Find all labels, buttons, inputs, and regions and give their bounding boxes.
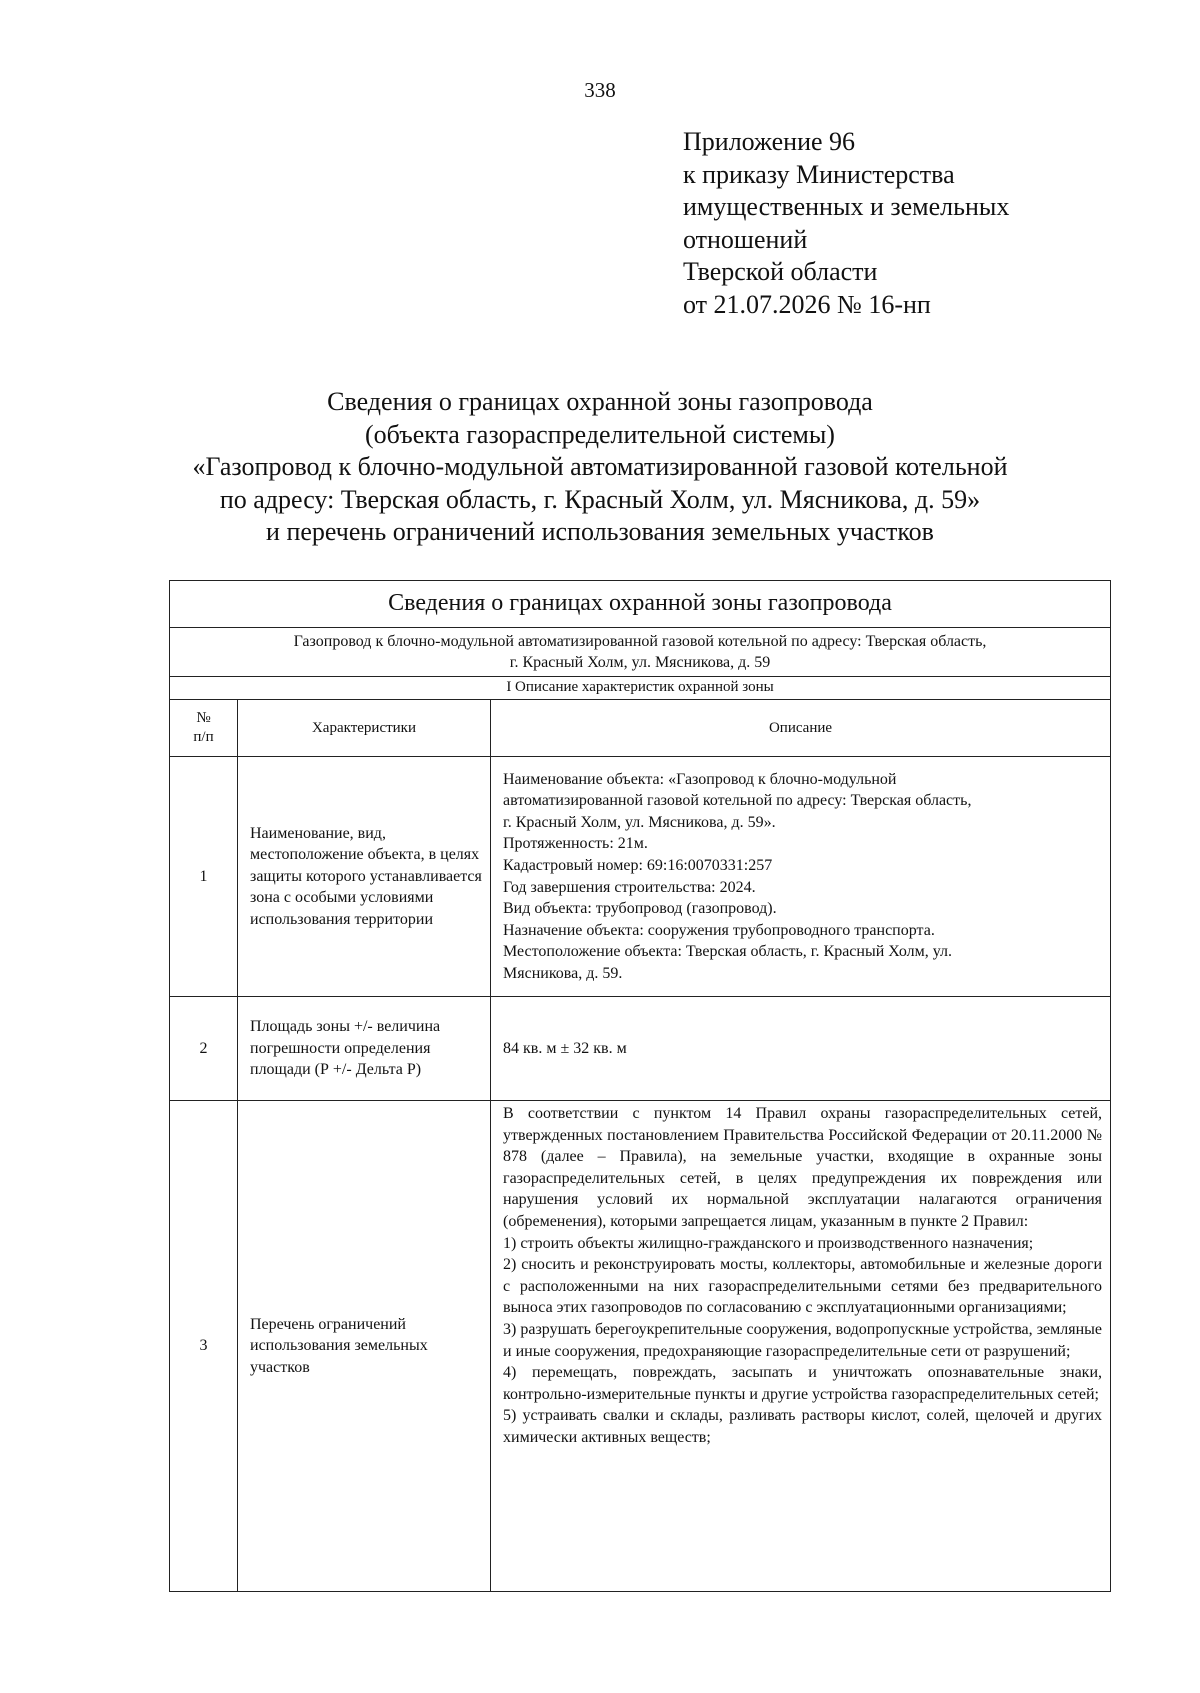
document-title	[0, 386, 1200, 549]
restriction-paragraph: 5) устраивать свалки и склады, разливать растворы кислот, солей, щелочей и других химически активных веществ;	[503, 1407, 1103, 1446]
description-line: Год завершения строительства: 2024.	[503, 878, 756, 896]
description-line: Мясникова, д. 59.	[503, 964, 623, 982]
row-characteristic: Наименование, вид, местоположение объекта, в целях защиты которого устанавливается зона с особыми условиями использования территории	[238, 757, 491, 997]
row-number: 2	[170, 997, 238, 1101]
restriction-paragraph: В соответствии с пунктом 14 Правил охраны газораспределительных сетей, утвержденных постановлением Правительства Российской Федерации от 20.11.2000 № 878 (далее – Правила), на земельные участки, входящие в охранные зоны газораспределительных сетей, в целях предупреждения их повреждения или нарушения условий их нормальной эксплуатации налагаются ограничения (обременения), которыми запрещается лицам, указанным в пункте 2 Правил:	[503, 1105, 1103, 1230]
object-name-cell	[170, 628, 1111, 677]
appendix-line: от 21.07.2026 № 16-нп	[683, 289, 931, 319]
appendix-block	[683, 126, 1103, 322]
restriction-paragraph: 2) сносить и реконструировать мосты, коллекторы, автомобильные и железные дороги с расположенными на них газораспределительными сетями без предварительного выноса этих газопроводов по согласованию с эксплуатационными организациями;	[503, 1256, 1103, 1317]
appendix-line: имущественных и земельных	[683, 192, 1010, 222]
description-line: Кадастровый номер: 69:16:0070331:257	[503, 856, 773, 874]
description-line: г. Красный Холм, ул. Мясникова, д. 59».	[503, 813, 776, 831]
description-line: Протяженность: 21м.	[503, 835, 648, 853]
title-line: и перечень ограничений использования земельных участков	[266, 517, 934, 546]
table-row	[170, 997, 1111, 1101]
page-number: 338	[584, 78, 616, 102]
description-line: Назначение объекта: сооружения трубопроводного транспорта.	[503, 921, 935, 939]
row-characteristic: Перечень ограничений использования земельных участков	[238, 1101, 491, 1592]
description-line: Местоположение объекта: Тверская область, г. Красный Холм, ул.	[503, 943, 953, 961]
object-name-line: г. Красный Холм, ул. Мясникова, д. 59	[509, 654, 771, 671]
description-line: автоматизированной газовой котельной по адресу: Тверская область,	[503, 792, 972, 810]
appendix-line: Приложение 96	[683, 127, 856, 156]
column-header-num-line: №	[196, 710, 211, 726]
row-description: 84 кв. м ± 32 кв. м	[491, 997, 1111, 1101]
restriction-paragraph: 3) разрушать берегоукрепительные сооружения, водопропускные устройства, земляные и иные сооружения, предохраняющие газораспределительные сети от разрушений;	[503, 1320, 1103, 1360]
title-line: (объекта газораспределительной системы)	[365, 419, 835, 449]
row-description	[491, 1101, 1111, 1592]
row-number: 1	[170, 757, 238, 997]
restriction-paragraph: 4) перемещать, повреждать, засыпать и уничтожать опознавательные знаки, контрольно-измерительные пункты и другие устройства газораспределительных сетей;	[503, 1364, 1103, 1403]
description-line: Вид объекта: трубопровод (газопровод).	[503, 900, 777, 918]
column-header-description: Описание	[491, 700, 1111, 757]
object-name-line: Газопровод к блочно-модульной автоматизированной газовой котельной по адресу: Тверская область,	[293, 633, 987, 650]
row-description	[491, 757, 1111, 997]
title-line: по адресу: Тверская область, г. Красный Холм, ул. Мясникова, д. 59»	[219, 484, 981, 514]
appendix-line: Тверской области	[683, 257, 878, 287]
column-header-characteristics: Характеристики	[238, 700, 491, 757]
title-line: Сведения о границах охранной зоны газопровода	[327, 387, 873, 416]
appendix-line: отношений	[683, 224, 808, 254]
row-characteristic: Площадь зоны +/- величина погрешности определения площади (Р +/- Дельта Р)	[238, 997, 491, 1101]
column-header-num-line: п/п	[193, 729, 214, 745]
section-title: I Описание характеристик охранной зоны	[170, 677, 1111, 700]
restriction-paragraph: 1) строить объекты жилищно-гражданского и производственного назначения;	[503, 1234, 1034, 1252]
protection-zone-table	[169, 580, 1111, 1592]
table-heading: Сведения о границах охранной зоны газопровода	[170, 581, 1111, 628]
table-row	[170, 1101, 1111, 1592]
table-row	[170, 757, 1111, 997]
restrictions-text	[503, 1103, 1102, 1449]
appendix-line: к приказу Министерства	[683, 159, 955, 189]
row-number: 3	[170, 1101, 238, 1592]
title-line: «Газопровод к блочно-модульной автоматизированной газовой котельной	[192, 452, 1008, 481]
description-line: Наименование объекта: «Газопровод к блочно-модульной	[503, 770, 897, 788]
column-header-num	[170, 700, 238, 757]
